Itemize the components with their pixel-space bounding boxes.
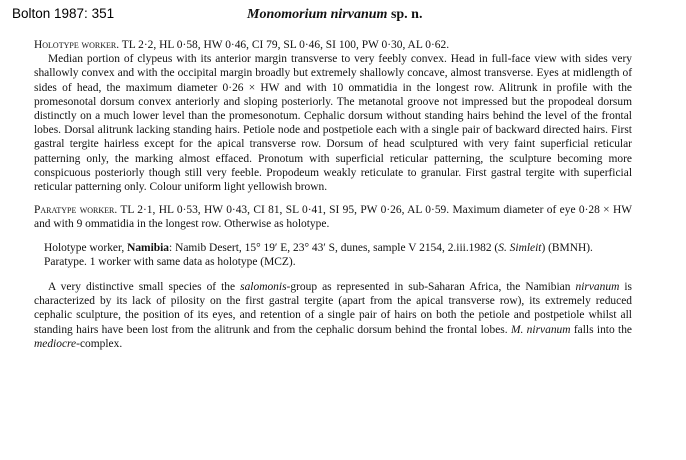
discussion-paragraph: [34, 280, 632, 351]
discussion-text: -complex.: [76, 337, 123, 350]
material-depository: ) (BMNH).: [541, 241, 593, 254]
species-suffix: sp. n.: [387, 7, 423, 22]
species-title: [247, 7, 422, 23]
spacer: [34, 194, 632, 203]
discussion-text: A very distinctive small species of the: [48, 281, 241, 294]
description-page: [34, 38, 632, 351]
paratype-description: [34, 203, 632, 231]
paratype-values: TL 2·1, HL 0·53, HW 0·43, CI 81, SL 0·41, SI 95, PW 0·26, AL 0·59. Maximum diameter of eye 0·28 × HW and with 9 ommatidia in the longest row. Otherwise as holotype.: [34, 204, 632, 231]
species-name: Monomorium nirvanum: [247, 7, 388, 22]
citation-label: Bolton 1987: 351: [12, 6, 115, 21]
discussion-text: is characterized by its lack of pilosity on the first gastral tergite (apart from the apical transverse row), its extremely reduced cephalic sculpture, the position of its eyes, and retention of a single pair of hairs on both the petiole and postpetiole whilst all standing hairs have been lost from the alitrunk and from the cephalic dorsum behind the frontal lobes.: [34, 281, 632, 336]
material-holotype: [34, 241, 632, 255]
material-locality: : Namib Desert, 15° 19′ E, 23° 43′ S, dunes, sample V 2154, 2.iii.1982 (: [169, 241, 499, 254]
species-binomial: M. nirvanum: [510, 323, 571, 336]
holotype-measurements: [34, 38, 632, 52]
group-name: salomonis: [240, 281, 287, 294]
holotype-description: Median portion of clypeus with its anterior margin transverse to very feebly convex. Head in full-face view with sides very shallowly convex and with the occipital margin broadly but extremely shallowly concave, almost transverse. Eyes at midlength of sides of head, the maximum diameter 0·26 × HW and with 10 ommatidia in the longest row. Alitrunk in profile with the promesonotal dorsum convex anteriorly and sloping posteriorly. The metanotal groove not impressed but the propodeal dorsum distinctly on a much lower level than the promesonotum. Cephalic dorsum without standing hairs behind the level of the frontal lobes. Dorsal alitrunk lacking standing hairs. Petiole node and postpetiole each with a single pair of backward directed hairs. First gastral tergite hairless except for the apical transverse row. Dorsum of head sculptured with very faint superficial reticular patterning only, the marking almost effaced. Pronotum with superficial reticular patterning, the sculpture becoming more conspicuous posteriorly though still very feeble. Propodeum weakly reticulate to granular. First gastral tergite with superficial reticular patterning only. Colour uniform light yellowish brown.: [34, 53, 632, 194]
material-paratype: Paratype. 1 worker with same data as holotype (MCZ).: [44, 255, 296, 268]
holotype-values: TL 2·2, HL 0·58, HW 0·46, CI 79, SL 0·46, SI 100, PW 0·30, AL 0·62.: [119, 39, 450, 51]
paratype-label: Paratype worker.: [34, 204, 118, 217]
discussion-text: falls into the: [570, 323, 633, 336]
species-epithet: nirvanum: [575, 281, 620, 294]
discussion-text: -group as represented in sub-Saharan Africa, the Namibian: [286, 281, 576, 294]
complex-name: mediocre: [34, 337, 77, 350]
holotype-label: Holotype worker.: [34, 39, 120, 51]
material-holotype-label: Holotype worker,: [44, 241, 128, 254]
material-collector: S. Simleit: [498, 241, 542, 254]
spacer: [34, 269, 632, 280]
material-country: Namibia: [127, 241, 170, 254]
spacer: [34, 232, 632, 241]
